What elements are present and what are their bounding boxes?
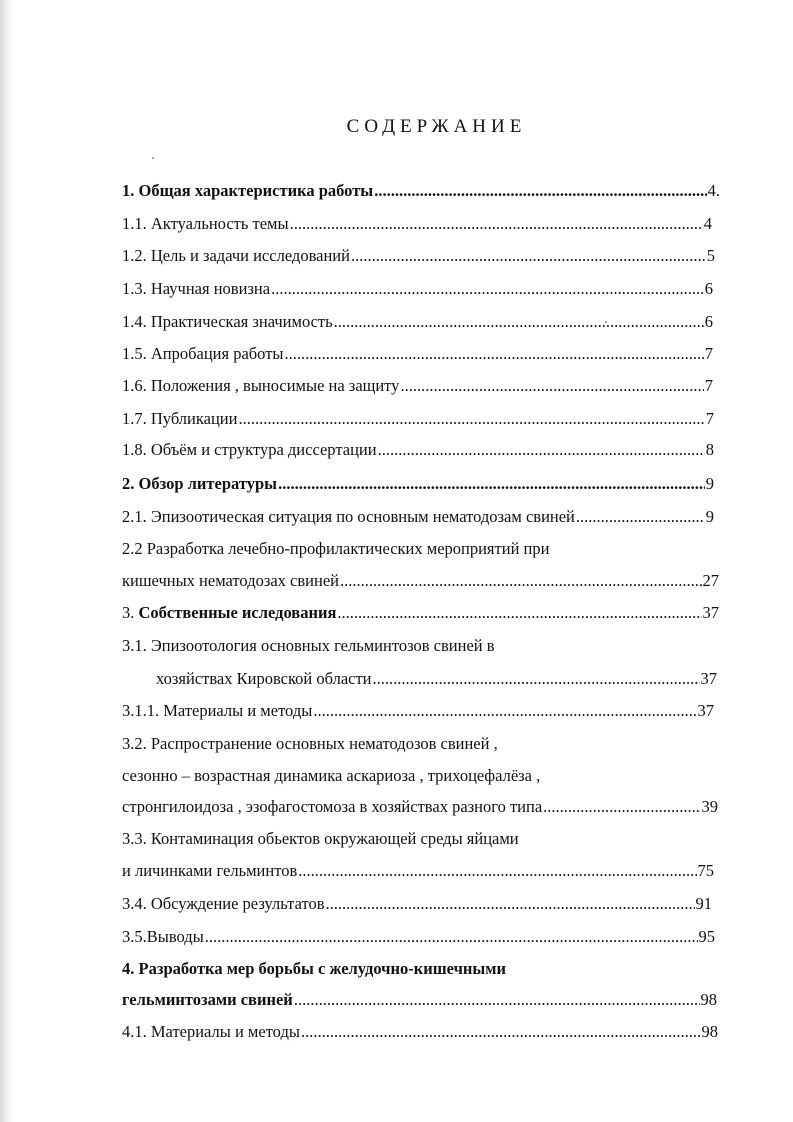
toc-entry-text: 2.1. Эпизоотическая ситуация по основным нематодозам свиней (122, 507, 575, 526)
toc-entry (122, 734, 498, 758)
toc-page-number: 75 (697, 861, 714, 880)
toc-leader (298, 861, 696, 881)
toc-entry-text: 3.3. Контаминация обьектов окружающей среды яйцами (122, 829, 519, 848)
toc-entry (122, 279, 713, 303)
toc-entry (122, 959, 506, 983)
toc-leader (373, 669, 700, 689)
toc-page-number: 37 (697, 701, 714, 720)
toc-entry (122, 507, 714, 531)
toc-entry-text: стронгилоидоза , эзофагостомоза в хозяйствах разного типа (122, 797, 543, 816)
toc-entry (122, 312, 713, 336)
toc-entry (122, 636, 495, 660)
toc-entry (122, 246, 715, 270)
toc-page-number: 9 (705, 474, 714, 493)
toc-entry (122, 474, 714, 498)
toc-page-number: 37 (700, 669, 717, 688)
toc-entry-text: сезонно – возрастная динамика аскариоза , трихоцефалёза , (122, 766, 541, 785)
toc-entry-text: 1. Общая характеристика работы (122, 181, 374, 200)
toc-entry (122, 927, 715, 951)
toc-entry-text: 2. Обзор литературы (122, 474, 278, 493)
toc-leader (378, 440, 705, 460)
toc-leader (278, 474, 705, 494)
toc-leader (340, 571, 702, 591)
toc-leader (337, 603, 701, 623)
toc-page-number: 7 (704, 376, 713, 395)
toc-entry-text: 3.2. Распространение основных нематодозов свиней , (122, 734, 498, 753)
toc-entry (122, 571, 719, 595)
toc-entry-text: 3.4. Обсуждение результатов (122, 894, 325, 913)
toc-entry-text: 1.7. Публикации (122, 409, 238, 428)
toc-entry-text: 1.8. Объём и структура диссертации (122, 440, 377, 459)
toc-entry (122, 539, 549, 563)
toc-page-number: 95 (698, 927, 715, 946)
toc-entry-number: 3. (122, 603, 139, 622)
toc-leader (294, 990, 700, 1010)
toc-entry (122, 894, 712, 918)
toc-leader (271, 279, 704, 299)
toc-entry (122, 1022, 718, 1046)
toc-entry (122, 797, 718, 821)
toc-leader (205, 927, 698, 947)
toc-entry (122, 181, 720, 205)
toc-entry (122, 829, 519, 853)
toc-entry-text: 3.1. Эпизоотология основных гельминтозов свиней в (122, 636, 495, 655)
toc-entry (122, 409, 714, 433)
toc-page-number: 7 (704, 344, 713, 363)
toc-page-number: 91 (695, 894, 712, 913)
toc-entry-text: 3.5.Выводы (122, 927, 204, 946)
toc-page-number: 37 (702, 603, 719, 622)
toc-page-number: 6 (704, 312, 713, 331)
toc-page-number: 9 (705, 507, 714, 526)
toc-entry-text: 3.1.1. Материалы и методы (122, 701, 313, 720)
toc-entry (122, 603, 719, 627)
toc-entry (122, 344, 713, 368)
toc-page-number: 4. (707, 181, 720, 200)
toc-entry-text: 1.5. Апробация работы (122, 344, 284, 363)
toc-entry-text: 4. Разработка мер борьбы с желудочно-кишечными (122, 959, 507, 978)
toc-page-number: 98 (700, 990, 717, 1009)
scan-speck (605, 321, 607, 323)
toc-leader (543, 797, 700, 817)
toc-page-number: 5 (706, 246, 715, 265)
toc-leader (285, 344, 704, 364)
toc-entry (122, 214, 712, 238)
toc-entry (122, 440, 714, 464)
toc-entry-text: 1.4. Практическая значимость (122, 312, 333, 331)
scan-speck (152, 157, 154, 159)
toc-page-number: 6 (704, 279, 713, 298)
toc-page-number: 27 (702, 571, 719, 590)
toc-leader (326, 894, 695, 914)
toc-page-number: 7 (705, 409, 714, 428)
toc-entry (122, 701, 714, 725)
toc-entry (122, 861, 714, 885)
toc-leader (301, 1022, 701, 1042)
toc-leader (334, 312, 704, 332)
toc-entry-text: и личинками гельминтов (122, 861, 298, 880)
toc-entry-text: 1.1. Актуальность темы (122, 214, 289, 233)
toc-page-number: 39 (701, 797, 718, 816)
toc-leader (351, 246, 706, 266)
toc-entry-text: 1.2. Цель и задачи исследований (122, 246, 350, 265)
page-title: СОДЕРЖАНИЕ (346, 116, 527, 137)
toc-entry-title: Собственные иследования (138, 603, 337, 622)
toc-leader (290, 214, 703, 234)
toc-entry (122, 766, 540, 790)
toc-entry-text: хозяйствах Кировской области (156, 669, 372, 688)
toc-entry-text: кишечных нематодозах свиней (122, 571, 339, 590)
toc-entry (122, 376, 713, 400)
toc-entry-text: 2.2 Разработка лечебно-профилактических мероприятий при (122, 539, 550, 558)
toc-entry (156, 669, 717, 693)
toc-leader (374, 181, 706, 201)
toc-entry-text (122, 603, 336, 623)
toc-entry-text: 4.1. Материалы и методы (122, 1022, 300, 1041)
toc-entry (122, 990, 717, 1014)
toc-page-number: 98 (701, 1022, 718, 1041)
toc-entry-text: 1.6. Положения , выносимые на защиту (122, 376, 400, 395)
toc-leader (238, 409, 704, 429)
toc-page-number: 8 (705, 440, 714, 459)
toc-entry-text: 1.3. Научная новизна (122, 279, 271, 298)
toc-leader (576, 507, 705, 527)
scan-page-edge (0, 0, 14, 1122)
toc-entry-text: гельминтозами свиней (122, 990, 293, 1009)
toc-leader (400, 376, 703, 396)
toc-leader (313, 701, 696, 721)
toc-page-number: 4 (703, 214, 712, 233)
